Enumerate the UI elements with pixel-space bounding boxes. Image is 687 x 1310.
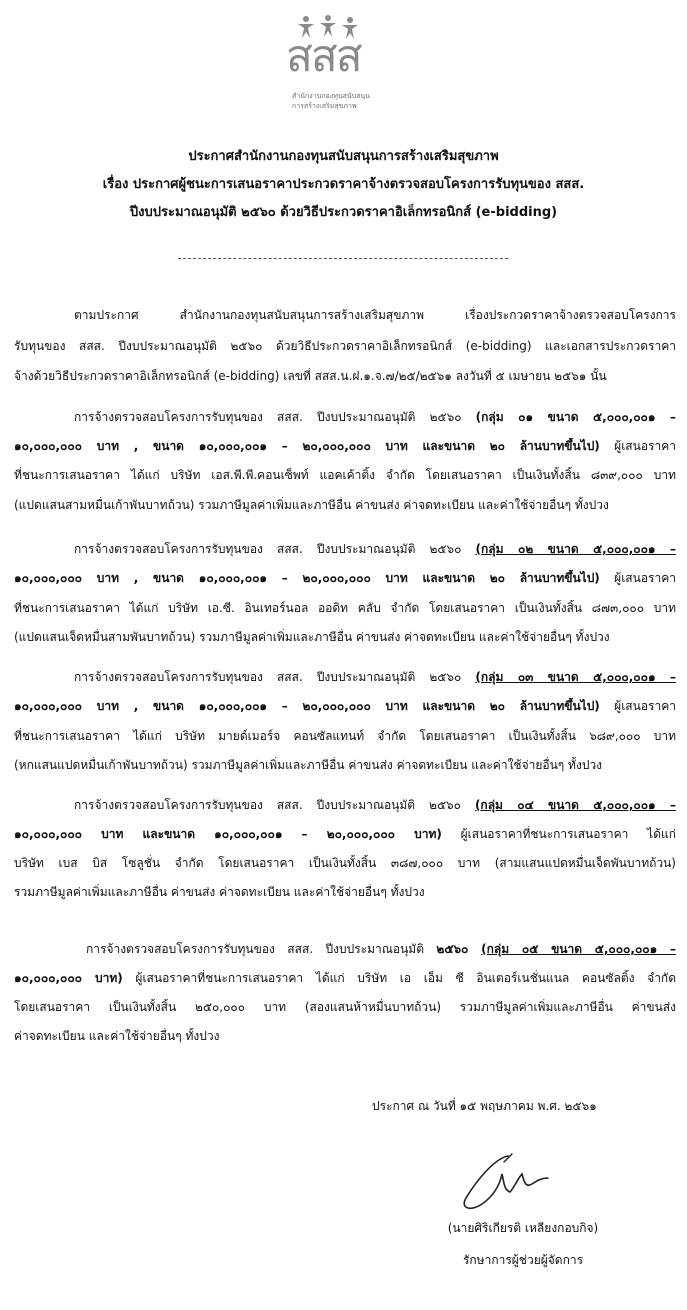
separator-line [178, 258, 508, 259]
announcement-date: ประกาศ ณ วันที่ ๑๕ พฤษภาคม พ.ศ. ๒๕๖๑ [372, 1099, 597, 1113]
group-5-line-4: ค่าจดทะเบียน และค่าใช้จ่ายอื่นๆ ทั้งปวง [14, 1029, 220, 1043]
group-4-line-2: ๑๐,๐๐๐,๐๐๐ บาท และขนาด ๑๐,๐๐๐,๐๐๑ – ๒๐,๐๐๐,๐๐๐ บาท) ผู้เสนอราคาที่ชนะการเสนอราคา ได้แก่ [14, 827, 676, 841]
group-2-line-1: การจ้างตรวจสอบโครงการรับทุนของ สสส. ปีงบประมาณอนุมัติ ๒๕๖๐ (กลุ่ม ๐๒ ขนาด ๕,๐๐๐,๐๐๑ – [74, 542, 676, 556]
group-1-line-1: การจ้างตรวจสอบโครงการรับทุนของ สสส. ปีงบประมาณอนุมัติ ๒๕๖๐ (กลุ่ม ๐๑ ขนาด ๕,๐๐๐,๐๐๑ – [74, 410, 676, 424]
group-3-line-2: ๑๐,๐๐๐,๐๐๐ บาท , ขนาด ๑๐,๐๐๐,๐๐๑ – ๒๐,๐๐๐,๐๐๐ บาท และขนาด ๒๐ ล้านบาทขึ้นไป) ผู้เสนอราคา [14, 699, 676, 713]
group-2-line-4: (แปดแสนเจ็ดหมื่นสามพันบาทถ้วน) รวมภาษีมูลค่าเพิ่มและภาษีอื่น ค่าขนส่ง ค่าจดทะเบียน และค่าใช้จ่ายอื่นๆ ทั้งปวง [14, 630, 610, 644]
group-5-line-1: การจ้างตรวจสอบโครงการรับทุนของ สสส. ปีงบประมาณอนุมัติ ๒๕๖๐ (กลุ่ม ๐๕ ขนาด ๕,๐๐๐,๐๐๑ – [86, 942, 676, 956]
thaihealth-logo [282, 14, 402, 109]
announcement-title: ประกาศสำนักงานกองทุนสนับสนุนการสร้างเสริมสุขภาพ [188, 149, 499, 164]
group-4-line-4: รวมภาษีมูลค่าเพิ่มและภาษีอื่น ค่าขนส่ง ค่าจดทะเบียน และค่าใช้จ่ายอื่นๆ ทั้งปวง [14, 885, 425, 899]
group-5-line-3: โดยเสนอราคา เป็นเงินทั้งสิ้น ๒๕๐,๐๐๐ บาท (สองแสนห้าหมื่นบาทถ้วน) รวมภาษีมูลค่าเพิ่มและภาษีอื่น ค่าขนส่ง [14, 1000, 676, 1014]
group-2-line-3: ที่ชนะการเสนอราคา ได้แก่ บริษัท เอ.ซี. อินเทอร์นอล ออดิท คลับ จำกัด โดยเสนอราคา เป็นเงินทั้งสิ้น ๘๗๓,๐๐๐ บาท [14, 601, 676, 615]
signatory-position: รักษาการผู้ช่วยผู้จัดการ [462, 1253, 584, 1267]
group-4-line-3: บริษัท เบส บิส โซลูชั่น จำกัด โดยเสนอราคา เป็นเงินทั้งสิ้น ๓๘๗,๐๐๐ บาท (สามแสนแปดหมื่นเจ็ดพันบาทถ้วน) [14, 856, 676, 870]
intro-line-2: รับทุนของ สสส. ปีงบประมาณอนุมัติ ๒๕๖๐ ด้วยวิธีประกวดราคาอิเล็กทรอนิกส์ (e-bidding) และเอกสารประกวดราคา [14, 339, 676, 353]
logo-subtitle-2: การสร้างเสริมสุขภาพ [292, 102, 357, 110]
handwritten-signature-icon [448, 1148, 578, 1218]
signatory-name: (นายศิริเกียรติ เหลียงกอบกิจ) [447, 1221, 599, 1235]
announcement-subject-2: ปีงบประมาณอนุมัติ ๒๕๖๐ ด้วยวิธีประกวดราคาอิเล็กทรอนิกส์ (e-bidding) [129, 205, 558, 220]
intro-line-1: ตามประกาศ สำนักงานกองทุนสนับสนุนการสร้างเสริมสุขภาพ เรื่องประกวดราคาจ้างตรวจสอบโครงการ [74, 308, 676, 322]
group-4-line-1: การจ้างตรวจสอบโครงการรับทุนของ สสส. ปีงบประมาณอนุมัติ ๒๕๖๐ (กลุ่ม ๐๔ ขนาด ๕,๐๐๐,๐๐๑ – [74, 798, 676, 812]
group-3-line-3: ที่ชนะการเสนอราคา ได้แก่ บริษัท มายด์เมอร์จ คอนซัลแทนท์ จำกัด โดยเสนอราคา เป็นเงินทั้งสิ้น ๖๘๙,๐๐๐ บาท [14, 729, 676, 743]
group-1-line-3: ที่ชนะการเสนอราคา ได้แก่ บริษัท เอส.พี.พี.คอนเซ็พท์ แอคเค้าติ้ง จำกัด โดยเสนอราคา เป็นเงินทั้งสิ้น ๘๓๙,๐๐๐ บาท [14, 468, 676, 482]
logo-mark: สสส [286, 31, 361, 82]
logo-subtitle-1: สำนักงานกองทุนสนับสนุน [292, 92, 370, 100]
group-1-line-2: ๑๐,๐๐๐,๐๐๐ บาท , ขนาด ๑๐,๐๐๐,๐๐๑ – ๒๐,๐๐๐,๐๐๐ บาท และขนาด ๒๐ ล้านบาทขึ้นไป) ผู้เสนอราคา [14, 439, 676, 453]
group-1-line-4: (แปดแสนสามหมื่นเก้าพันบาทถ้วน) รวมภาษีมูลค่าเพิ่มและภาษีอื่น ค่าขนส่ง ค่าจดทะเบียน และค่าใช้จ่ายอื่นๆ ทั้งปวง [14, 498, 609, 512]
announcement-subject: เรื่อง ประกาศผู้ชนะการเสนอราคาประกวดราคาจ้างตรวจสอบโครงการรับทุนของ สสส. [102, 177, 585, 192]
group-5-line-2: ๑๐,๐๐๐,๐๐๐ บาท) ผู้เสนอราคาที่ชนะการเสนอราคา ได้แก่ บริษัท เอ เอ็ม ซี อินเตอร์เนชั่นแนล คอนซัลติ้ง จำกัด [14, 971, 676, 985]
group-3-line-1: การจ้างตรวจสอบโครงการรับทุนของ สสส. ปีงบประมาณอนุมัติ ๒๕๖๐ (กลุ่ม ๐๓ ขนาด ๕,๐๐๐,๐๐๑ – [74, 670, 676, 684]
group-2-line-2: ๑๐,๐๐๐,๐๐๐ บาท , ขนาด ๑๐,๐๐๐,๐๐๑ – ๒๐,๐๐๐,๐๐๐ บาท และขนาด ๒๐ ล้านบาทขึ้นไป) ผู้เสนอราคา [14, 571, 676, 585]
intro-line-3: จ้างด้วยวิธีประกวดราคาอิเล็กทรอนิกส์ (e-bidding) เลขที่ สสส.น.ฝ.๑.จ.๗/๒๕/๒๕๖๑ ลงวันที่ ๕ เมษายน ๒๕๖๑ นั้น [14, 369, 607, 383]
group-3-line-4: (หกแสนแปดหมื่นเก้าพันบาทถ้วน) รวมภาษีมูลค่าเพิ่มและภาษีอื่น ค่าขนส่ง ค่าจดทะเบียน และค่าใช้จ่ายอื่นๆ ทั้งปวง [14, 758, 603, 772]
